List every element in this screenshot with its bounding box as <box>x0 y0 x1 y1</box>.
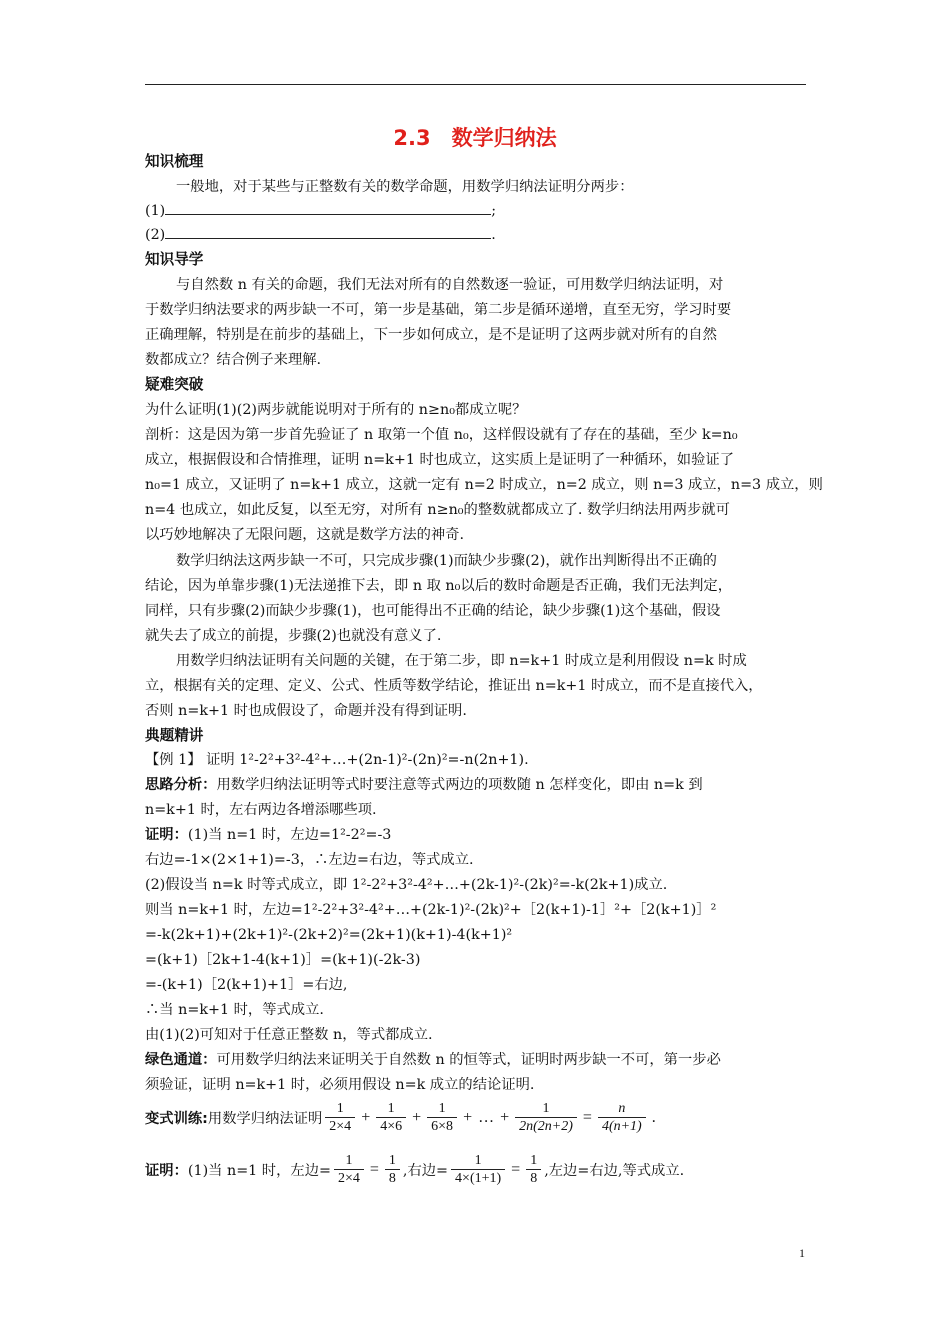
fraction: $\frac{n}{4(n+1)}$ <box>598 1100 646 1135</box>
step2-blank <box>165 225 491 239</box>
guide-line: 数都成立？结合例子来理解. <box>145 352 322 368</box>
proof2-text-c: ,左边=右边,等式成立. <box>544 1162 685 1179</box>
guide-line: 正确理解，特别是在前步的基础上，下一步如何成立，是不是证明了这两步就对所有的自然 <box>145 327 717 343</box>
ellipsis: … <box>478 1108 495 1126</box>
para2-line: 结论，因为单靠步骤(1)无法递推下去，即 n 取 n₀以后的数时命题是否正确，我们无法判定， <box>145 578 733 594</box>
para2-line: 就失去了成立的前提，步骤(2)也就没有意义了. <box>145 628 442 644</box>
step1-label: (1) <box>145 203 166 219</box>
fraction: $\frac{1}{4\times 6}$ <box>376 1100 406 1135</box>
fraction: $\frac{1}{4\times(1+1)}$ <box>451 1152 505 1187</box>
fraction: $\frac{1}{2\times 4}$ <box>334 1152 364 1187</box>
heading-guide: 知识导学 <box>145 251 204 268</box>
fraction: $\frac{1}{8}$ <box>526 1152 541 1187</box>
example1: 【例 1】 证明 1²-2²+3²-4²+…+(2n-1)²-(2n)²=-n(2n+1). <box>145 752 529 768</box>
para3-line: 否则 n=k+1 时也成假设了，命题并没有得到证明. <box>145 703 467 719</box>
guide-line: 与自然数 n 有关的命题，我们无法对所有的自然数逐一验证，可用数学归纳法证明，对 <box>176 277 724 293</box>
proof2-label: 证明： <box>145 1162 188 1179</box>
step2-end: . <box>491 227 496 243</box>
page-title: 2.3 数学归纳法 <box>393 126 557 150</box>
guide-line: 于数学归纳法要求的两步缺一不可，第一步是基础，第二步是循环递增，直至无穷，学习时要 <box>145 302 732 318</box>
step2-label: (2) <box>145 227 166 243</box>
plus-sign: + <box>500 1108 510 1126</box>
page-number: 1 <box>799 1246 805 1260</box>
analysis-line <box>145 773 703 797</box>
equals-sign: = <box>369 1160 379 1178</box>
proof-line: 右边=-1×(2×1+1)=-3，∴左边=右边，等式成立. <box>145 852 474 868</box>
proof-line: =(k+1)［2k+1-4(k+1)］=(k+1)(-2k-3) <box>145 952 421 968</box>
proof-line <box>145 823 391 847</box>
analysis-line: n=k+1 时，左右两边各增添哪些项. <box>145 802 377 818</box>
proof-line: =-(k+1)［2(k+1)+1］=右边, <box>145 977 348 993</box>
green-text: 可用数学归纳法来证明关于自然数 n 的恒等式，证明时两步缺一不可，第一步必 <box>216 1052 721 1068</box>
difficulty-line: n=4 也成立，如此反复，以至无穷，对所有 n≥n₀的整数就都成立了. 数学归纳法用两步就可 <box>145 502 730 518</box>
proof2-text-a: (1)当 n=1 时，左边= <box>187 1162 331 1179</box>
fraction: $\frac{1}{2\times 4}$ <box>325 1100 355 1135</box>
period: . <box>651 1108 656 1126</box>
variant-label: 变式训练: <box>145 1110 208 1127</box>
variant-line <box>145 1100 659 1135</box>
fraction: $\frac{1}{8}$ <box>385 1152 400 1187</box>
knowledge-intro: 一般地，对于某些与正整数有关的数学命题，用数学归纳法证明分两步： <box>176 179 634 195</box>
proof-line: =-k(2k+1)+(2k+1)²-(2k+2)²=(2k+1)(k+1)-4(k+1)² <box>145 927 513 943</box>
analysis-label: 思路分析： <box>145 777 217 793</box>
plus-sign: + <box>412 1108 422 1126</box>
heading-difficulty: 疑难突破 <box>145 376 204 393</box>
green-line: 须验证，证明 n=k+1 时，必须用假设 n=k 成立的结论证明. <box>145 1077 535 1093</box>
proof-label: 证明： <box>145 827 188 843</box>
para3-line: 用数学归纳法证明有关问题的关键，在于第二步，即 n=k+1 时成立是利用假设 n=k 时成 <box>176 653 747 669</box>
equals-sign: = <box>511 1160 521 1178</box>
step1-blank <box>165 201 491 215</box>
para2-line: 数学归纳法这两步缺一不可，只完成步骤(1)而缺少步骤(2)，就作出判断得出不正确的 <box>176 553 717 569</box>
proof-line: ∴当 n=k+1 时，等式成立. <box>145 1002 324 1018</box>
proof-text: (1)当 n=1 时，左边=1²-2²=-3 <box>187 827 392 843</box>
step2-line <box>145 223 496 247</box>
proof-line: (2)假设当 n=k 时等式成立，即 1²-2²+3²-4²+…+(2k-1)²-(2k)²=-k(2k+1)成立. <box>145 877 668 893</box>
equals-sign: = <box>582 1108 592 1126</box>
fraction: $\frac{1}{6\times 8}$ <box>427 1100 457 1135</box>
plus-sign: + <box>463 1108 473 1126</box>
difficulty-line: n₀=1 成立，又证明了 n=k+1 成立，这就一定有 n=2 时成立，n=2 成立，则 n=3 成立，n=3 成立，则 <box>145 477 823 493</box>
analysis-text: 用数学归纳法证明等式时要注意等式两边的项数随 n 怎样变化，即由 n=k 到 <box>216 777 703 793</box>
proof2-text-b: ,右边= <box>402 1162 449 1179</box>
green-label: 绿色通道： <box>145 1052 217 1068</box>
proof2-line <box>145 1152 684 1187</box>
difficulty-line: 剖析：这是因为第一步首先验证了 n 取第一个值 n₀，这样假设就有了存在的基础，至少 k=n₀ <box>145 427 738 443</box>
step1-end: ; <box>491 203 497 219</box>
green-line <box>145 1048 721 1072</box>
variant-text: 用数学归纳法证明 <box>207 1110 323 1127</box>
difficulty-line: 为什么证明(1)(2)两步就能说明对于所有的 n≥n₀都成立呢？ <box>145 402 527 418</box>
plus-sign: + <box>361 1108 371 1126</box>
proof-line: 则当 n=k+1 时，左边=1²-2²+3²-4²+…+(2k-1)²-(2k)²+［2(k+1)-1］²+［2(k+1)］² <box>145 902 717 918</box>
difficulty-line: 以巧妙地解决了无限问题，这就是数学方法的神奇. <box>145 527 465 543</box>
heading-examples: 典题精讲 <box>145 727 204 744</box>
fraction: $\frac{1}{2n(2n+2)}$ <box>515 1100 577 1135</box>
para3-line: 立，根据有关的定理、定义、公式、性质等数学结论，推证出 n=k+1 时成立，而不是直接代入， <box>145 678 763 694</box>
heading-knowledge-summary: 知识梳理 <box>145 153 204 170</box>
step1-line <box>145 199 496 223</box>
difficulty-line: 成立，根据假设和合情推理，证明 n=k+1 时也成立，这实质上是证明了一种循环，如验证了 <box>145 452 734 468</box>
top-rule <box>145 84 806 85</box>
para2-line: 同样，只有步骤(2)而缺少步骤(1)，也可能得出不正确的结论，缺少步骤(1)这个基础，假设 <box>145 603 721 619</box>
proof-line: 由(1)(2)可知对于任意正整数 n，等式都成立. <box>145 1027 433 1043</box>
